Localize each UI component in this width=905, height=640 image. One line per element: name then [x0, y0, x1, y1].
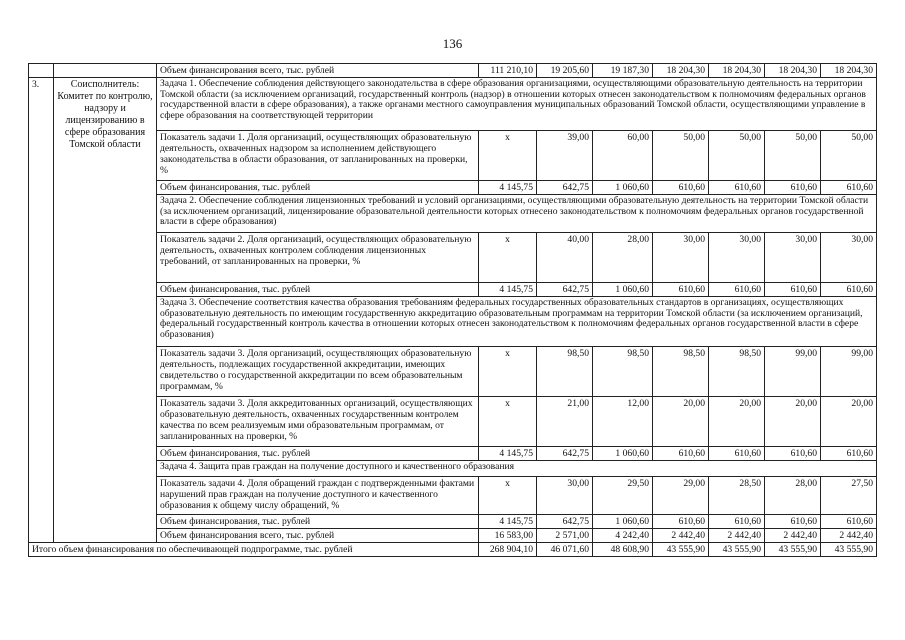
table-row [29, 347, 877, 397]
value-cell: 43 555,90 [709, 543, 765, 557]
value-cell: 610,60 [709, 447, 765, 461]
value-cell: 48 608,90 [593, 543, 653, 557]
value-cell: 50,00 [709, 131, 765, 181]
table-row [29, 529, 877, 543]
table-row [29, 543, 877, 557]
value-cell: 642,75 [537, 181, 593, 195]
value-cell: 1 060,60 [593, 181, 653, 195]
task-title: Задача 1. Обеспечение соблюдения действующего законодательства в сфере образования организациями, осуществляющими образовательную деятельность на территории Томской области (за исключением организаций, государственный контроль (надзор) в отношении которых отнесен законодательством к полномочиям федеральных органов государственной власти в сфере образования), а также органами местного самоуправления муниципальных образований Томской области, осуществляющими управление в сфере образования на соответствующей территории [157, 78, 877, 131]
value-cell: 610,60 [709, 181, 765, 195]
value-cell: 610,60 [765, 181, 821, 195]
table-row [29, 283, 877, 297]
value-cell: х [479, 233, 537, 283]
value-cell: 27,50 [821, 477, 877, 515]
value-cell: 28,50 [709, 477, 765, 515]
value-cell: 43 555,90 [653, 543, 709, 557]
value-cell: 4 242,40 [593, 529, 653, 543]
value-cell: 642,75 [537, 447, 593, 461]
table-row [29, 461, 877, 477]
value-cell: 610,60 [653, 515, 709, 529]
value-cell: 98,50 [653, 347, 709, 397]
value-cell: 30,00 [653, 233, 709, 283]
table-row [29, 64, 877, 78]
value-cell: 28,00 [765, 477, 821, 515]
value-cell: 30,00 [765, 233, 821, 283]
task-title: Задача 3. Обеспечение соответствия качества образования требованиям федеральных государственных образовательных стандартов в организациях, осуществляющих образовательную деятельность по имеющим государственную аккредитацию образовательным программам на территории Томской области (за исключением организаций, федеральный государственный контроль качества в отношении которых отнесен законодательством к полномочиям федеральных органов государственной власти в сфере образования) [157, 297, 877, 347]
value-cell: 642,75 [537, 515, 593, 529]
value-cell: 1 060,60 [593, 283, 653, 297]
funding-label: Объем финансирования, тыс. рублей [157, 283, 479, 297]
indicator-label: Показатель задачи 2. Доля организаций, осуществляющих образовательную деятельность, охваченных контролем соблюдения лицензионных требований, от запланированных на проверки, % [157, 233, 479, 283]
value-cell: 610,60 [765, 515, 821, 529]
page-number: 136 [442, 36, 463, 51]
indicator-label: Показатель задачи 1. Доля организаций, осуществляющих образовательную деятельность, охваченных надзором за исполнением действующего законодательства в области образования, от запланированных на проверки, % [157, 131, 479, 181]
value-cell: 20,00 [709, 397, 765, 447]
table-row [29, 515, 877, 529]
value-cell: 40,00 [537, 233, 593, 283]
value-cell: 2 442,40 [821, 529, 877, 543]
value-cell: 30,00 [821, 233, 877, 283]
value-cell: 30,00 [709, 233, 765, 283]
value-cell: 268 904,10 [479, 543, 537, 557]
value-cell: 18 204,30 [709, 64, 765, 78]
value-cell: 99,00 [821, 347, 877, 397]
value-cell: 4 145,75 [479, 447, 537, 461]
funding-label: Объем финансирования, тыс. рублей [157, 447, 479, 461]
value-cell: 20,00 [765, 397, 821, 447]
value-cell: х [479, 347, 537, 397]
grand-total-label: Итого объем финансирования по обеспечивающей подпрограмме, тыс. рублей [29, 543, 479, 557]
value-cell: 99,00 [765, 347, 821, 397]
funding-label: Объем финансирования, тыс. рублей [157, 515, 479, 529]
executor-cell: Соисполнитель: Комитет по контролю, надзору и лицензированию в сфере образования Томской области [54, 78, 157, 543]
row-label: Объем финансирования всего, тыс. рублей [157, 64, 479, 78]
value-cell: 50,00 [765, 131, 821, 181]
value-cell: 50,00 [653, 131, 709, 181]
table-row [29, 447, 877, 461]
value-cell: х [479, 131, 537, 181]
value-cell: 12,00 [593, 397, 653, 447]
value-cell: х [479, 397, 537, 447]
value-cell: 610,60 [653, 181, 709, 195]
value-cell: 39,00 [537, 131, 593, 181]
value-cell: 1 060,60 [593, 447, 653, 461]
value-cell: 4 145,75 [479, 515, 537, 529]
value-cell: 20,00 [821, 397, 877, 447]
value-cell: 2 442,40 [709, 529, 765, 543]
value-cell: 50,00 [821, 131, 877, 181]
value-cell: 29,50 [593, 477, 653, 515]
value-cell: 29,00 [653, 477, 709, 515]
value-cell: 2 442,40 [765, 529, 821, 543]
table-row [29, 297, 877, 347]
value-cell: 610,60 [821, 283, 877, 297]
table-row [29, 477, 877, 515]
task-title: Задача 2. Обеспечение соблюдения лицензионных требований и условий организациями, осуществляющими образовательную деятельность на территории Томской области (за исключением организаций, лицензирование образовательной деятельности которых отнесено законодательством к полномочиям федеральных органов государственной власти в сфере образования) [157, 195, 877, 233]
table-row [29, 195, 877, 233]
table-row [29, 233, 877, 283]
value-cell: 18 204,30 [765, 64, 821, 78]
value-cell: 43 555,90 [765, 543, 821, 557]
table-row [29, 397, 877, 447]
value-cell: 2 442,40 [653, 529, 709, 543]
section-number: 3. [29, 78, 54, 543]
indicator-label: Показатель задачи 3. Доля организаций, осуществляющих образовательную деятельность, подлежащих государственной аккредитации, имеющих свидетельство о государственной аккредитации по всем образовательным программам, % [157, 347, 479, 397]
value-cell: 610,60 [653, 447, 709, 461]
value-cell: 98,50 [709, 347, 765, 397]
value-cell: 1 060,60 [593, 515, 653, 529]
value-cell: 610,60 [821, 515, 877, 529]
empty-cell [29, 64, 54, 78]
funding-label: Объем финансирования, тыс. рублей [157, 181, 479, 195]
value-cell: 111 210,10 [479, 64, 537, 78]
table-row [29, 78, 877, 131]
value-cell: 60,00 [593, 131, 653, 181]
value-cell: 43 555,90 [821, 543, 877, 557]
value-cell: 4 145,75 [479, 181, 537, 195]
value-cell: 610,60 [765, 283, 821, 297]
value-cell: 610,60 [709, 283, 765, 297]
table-row [29, 131, 877, 181]
funding-table [28, 63, 877, 557]
section-total-label: Объем финансирования всего, тыс. рублей [157, 529, 479, 543]
value-cell: 610,60 [709, 515, 765, 529]
value-cell: 610,60 [821, 181, 877, 195]
value-cell: 610,60 [821, 447, 877, 461]
value-cell: 18 204,30 [653, 64, 709, 78]
indicator-label: Показатель задачи 3. Доля аккредитованных организаций, осуществляющих образовательную деятельность, охваченных государственным контролем качества по всем реализуемым ими образовательным программам, от запланированных на проверки, % [157, 397, 479, 447]
value-cell: 16 583,00 [479, 529, 537, 543]
value-cell: 2 571,00 [537, 529, 593, 543]
value-cell: 642,75 [537, 283, 593, 297]
value-cell: 20,00 [653, 397, 709, 447]
value-cell: х [479, 477, 537, 515]
table-row [29, 181, 877, 195]
value-cell: 98,50 [537, 347, 593, 397]
value-cell: 28,00 [593, 233, 653, 283]
value-cell: 19 205,60 [537, 64, 593, 78]
value-cell: 18 204,30 [821, 64, 877, 78]
value-cell: 30,00 [537, 477, 593, 515]
value-cell: 46 071,60 [537, 543, 593, 557]
value-cell: 610,60 [765, 447, 821, 461]
value-cell: 19 187,30 [593, 64, 653, 78]
value-cell: 610,60 [653, 283, 709, 297]
value-cell: 4 145,75 [479, 283, 537, 297]
empty-cell [54, 64, 157, 78]
task-title: Задача 4. Защита прав граждан на получение доступного и качественного образования [157, 461, 877, 477]
indicator-label: Показатель задачи 4. Доля обращений граждан с подтвержденными фактами нарушений прав граждан на получение доступного и качественного образования к общему числу обращений, % [157, 477, 479, 515]
value-cell: 21,00 [537, 397, 593, 447]
value-cell: 98,50 [593, 347, 653, 397]
